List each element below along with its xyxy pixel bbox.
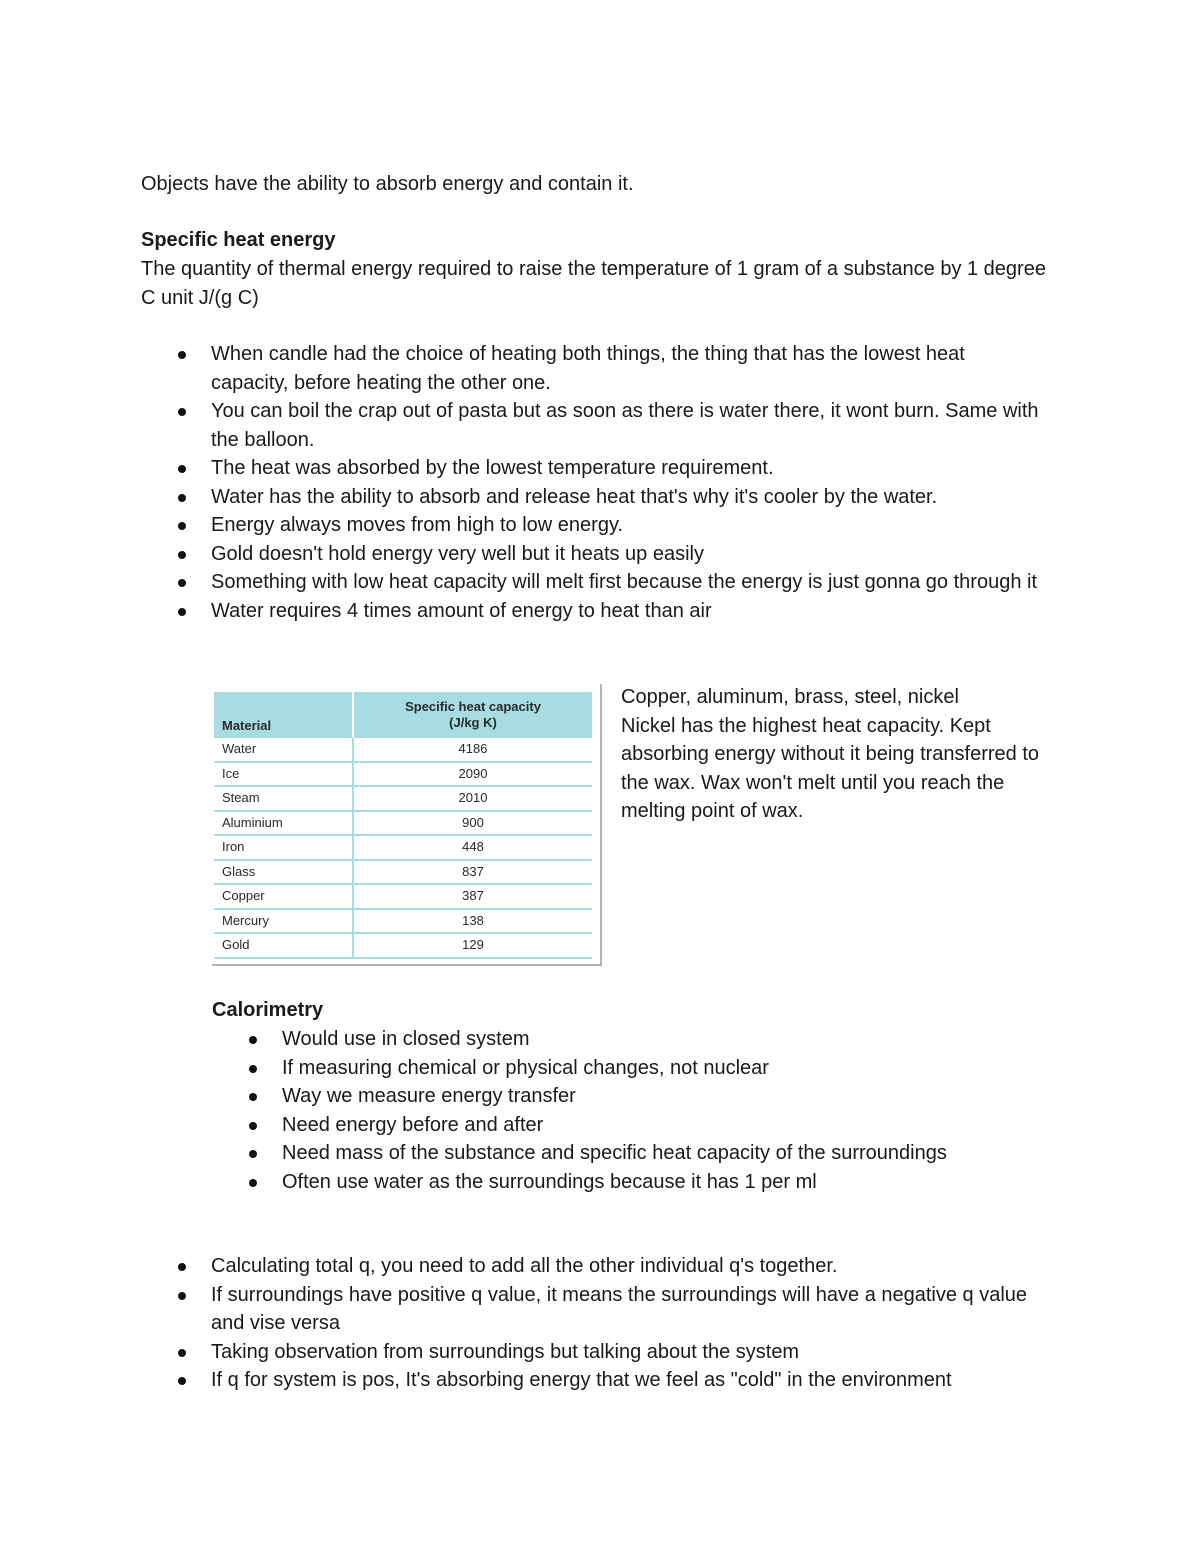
list-item: Something with low heat capacity will melt first because the energy is just gonna go through it — [141, 568, 1041, 597]
material-cell: Ice — [214, 762, 353, 787]
list-item: Taking observation from surroundings but talking about the system — [141, 1338, 1041, 1367]
table-row — [214, 738, 592, 762]
value-cell: 2010 — [353, 786, 592, 811]
table-header-row — [214, 692, 592, 738]
intro-text: Objects have the ability to absorb energy and contain it. — [141, 173, 634, 195]
value-cell: 138 — [353, 909, 592, 934]
list-item: Often use water as the surroundings because it has 1 per ml — [212, 1168, 1072, 1197]
specific-heat-table-image — [212, 684, 602, 966]
header-specific-heat-line2: (J/kg K) — [449, 715, 497, 730]
specific-heat-bullet-list — [141, 340, 1041, 625]
table-row — [214, 762, 592, 787]
list-item: Would use in closed system — [212, 1025, 1072, 1054]
value-cell: 448 — [353, 835, 592, 860]
list-item: Need energy before and after — [212, 1111, 1072, 1140]
q-notes-bullet-list — [141, 1252, 1041, 1395]
header-specific-heat-line1: Specific heat capacity — [405, 699, 541, 714]
material-cell: Steam — [214, 786, 353, 811]
list-item: If measuring chemical or physical changes, not nuclear — [212, 1054, 1072, 1083]
table-row — [214, 835, 592, 860]
list-item: The heat was absorbed by the lowest temperature requirement. — [141, 454, 1041, 483]
header-material: Material — [214, 692, 353, 738]
table-row — [214, 860, 592, 885]
material-cell: Mercury — [214, 909, 353, 934]
material-cell: Water — [214, 738, 353, 762]
table-row — [214, 909, 592, 934]
table-row — [214, 884, 592, 909]
list-item: You can boil the crap out of pasta but as soon as there is water there, it wont burn. Same with the balloon. — [141, 397, 1041, 454]
material-cell: Iron — [214, 835, 353, 860]
list-item: Water has the ability to absorb and release heat that's why it's cooler by the water. — [141, 483, 1041, 512]
list-item: Energy always moves from high to low energy. — [141, 511, 1041, 540]
material-cell: Glass — [214, 860, 353, 885]
value-cell: 837 — [353, 860, 592, 885]
value-cell: 129 — [353, 933, 592, 958]
specific-heat-table — [214, 692, 592, 959]
list-item: Water requires 4 times amount of energy to heat than air — [141, 597, 1041, 626]
value-cell: 2090 — [353, 762, 592, 787]
table-row — [214, 786, 592, 811]
list-item: If q for system is pos, It's absorbing energy that we feel as "cold" in the environment — [141, 1366, 1041, 1395]
calorimetry-bullet-list — [212, 1025, 1072, 1196]
table-row — [214, 933, 592, 958]
material-cell: Gold — [214, 933, 353, 958]
side-note — [621, 683, 1071, 826]
side-note-line2: Nickel has the highest heat capacity. Kept absorbing energy without it being transferred to the wax. Wax won't melt until you reach the melting point of wax. — [621, 714, 1040, 822]
list-item: Calculating total q, you need to add all the other individual q's together. — [141, 1252, 1041, 1281]
table-row — [214, 811, 592, 836]
list-item: If surroundings have positive q value, it means the surroundings will have a negative q value and vise versa — [141, 1281, 1041, 1338]
list-item: Way we measure energy transfer — [212, 1082, 1072, 1111]
list-item: Need mass of the substance and specific heat capacity of the surroundings — [212, 1139, 1072, 1168]
value-cell: 387 — [353, 884, 592, 909]
material-cell: Copper — [214, 884, 353, 909]
list-item: Gold doesn't hold energy very well but it heats up easily — [141, 540, 1041, 569]
calorimetry-heading: Calorimetry — [212, 999, 324, 1021]
specific-heat-definition: The quantity of thermal energy required to raise the temperature of 1 gram of a substance by 1 degree C unit J/(g C) — [141, 258, 1046, 309]
specific-heat-heading: Specific heat energy — [141, 229, 336, 251]
header-specific-heat — [353, 692, 592, 738]
material-cell: Aluminium — [214, 811, 353, 836]
side-note-line1: Copper, aluminum, brass, steel, nickel — [621, 686, 959, 708]
value-cell: 900 — [353, 811, 592, 836]
value-cell: 4186 — [353, 738, 592, 762]
list-item: When candle had the choice of heating both things, the thing that has the lowest heat capacity, before heating the other one. — [141, 340, 1041, 397]
